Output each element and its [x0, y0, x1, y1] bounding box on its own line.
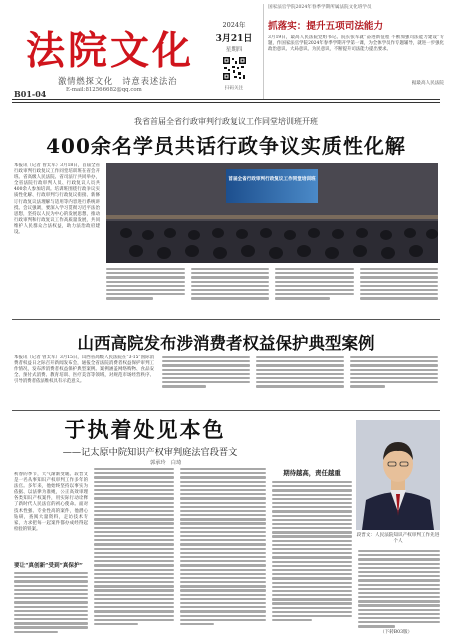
brief-title: 抓落实：提升五项司法能力 — [268, 21, 384, 32]
story3-subhead: ——记太原中院知识产权审判庭法官段晋文 — [62, 447, 238, 458]
story1-headline: 400余名学员共话行政争议实质性化解 — [46, 134, 406, 158]
portrait-photo — [356, 420, 440, 530]
story3-text: 初春的季节，天气渐渐变暖。段晋文是一名从事知识产权审判工作多年的法官。多年来，他始终坚持以事实为依据、以法律为准绳，公正高效审理各类知识产权案件，用实际行动诠释了新时代人民法官的初心使命。面对技术性强、专业性高的案件，他潜心钻研，查阅大量资料，走访技术专家，力求把每一起案件都办成经得起检验的铁案。 — [14, 472, 88, 532]
story3-col4-lines — [272, 481, 352, 621]
story3-col3-lines — [180, 468, 266, 625]
masthead — [0, 0, 262, 98]
story3-continued: （下转B03版） — [380, 630, 413, 635]
story3-col2-lines — [94, 468, 174, 625]
page-code: B01-04 — [14, 89, 47, 99]
masthead-email: E-mail:812566682@qq.com — [66, 87, 142, 93]
portrait-caption: 段晋文：人民法院知识产权审判工作先进个人 — [356, 533, 440, 544]
masthead-slogan: 激情燃探文化 诗意表述法治 — [58, 76, 178, 86]
date-year: 2024年 — [222, 21, 246, 29]
story2-text: 本报讯（记者 曾太军）3月15日，山西省高级人民法院在“3·15”国际消费者权益日之际召开新闻发布会，通报全省法院消费者权益保护审判工作情况，发布涉消费者权益保护典型案例。案例涵盖网络购物、食品安全、预付式消费、教育培训、医疗美容等领域，对规范市场经营秩序、引导消费者依法维权具有示范意义。 — [14, 355, 154, 385]
story3-col5-lines — [358, 550, 440, 628]
story1-photo-banner: 首届全省行政审判行政复议工作同堂培训班 — [228, 177, 316, 182]
story1-text: 本报讯（记者 曾太军）3月18日，首届全省行政审判行政复议工作同堂培训班在省会开班。省高级人民法院、省司法厅共同举办，全省法院行政审判人员、行政复议人员共400余人参加培训。培训班围绕行政争议实质性化解、行政审判与行政复议衔接、新修订行政复议法理解与适用等内容进行系统讲授。会议强调，要深入学习贯彻习近平法治思想，坚持以人民为中心的发展思想，推动行政审判和行政复议工作高质量发展，共同维护人民群众合法权益，助力法治政府建设。 — [14, 163, 100, 236]
date-weekday: 星期四 — [225, 47, 243, 53]
story3-byline: 郭承玲 白琦 — [150, 460, 182, 466]
story1-kicker: 我省首届全省行政审判行政复议工作同堂培训班开班 — [134, 117, 318, 126]
story2-text-columns — [162, 356, 438, 402]
story3-col1-lines — [14, 572, 88, 633]
date-day: 3月21日 — [215, 34, 253, 44]
date-box — [210, 20, 258, 91]
story3-headline: 于执着处见本色 — [64, 417, 226, 442]
story3-subsection: 要让“真创新”受到“真保护” — [14, 563, 83, 569]
brief-top-note: 国家法官学院2024年春季学期所属法院文化班学员 — [268, 5, 372, 10]
brief-credit: 据最高人民法院 — [411, 81, 444, 86]
brief-text: 3月19日，最高人民法院党组书记、院长张军就“奋进新征程 不断加强司法能力建设”专题，作国家法官学院2024年春季学期开学第一课，为全体学员作专题辅导，就进一步强化政治意识、大局意识、为民意识，不断提升司法能力提出要求。 — [268, 35, 444, 53]
qr-caption: 扫码关注 — [224, 86, 244, 91]
story1-photo — [106, 163, 438, 263]
qr-code-icon — [222, 56, 247, 81]
brief-box — [268, 4, 444, 98]
story3-mid-title: 期待越高，责任越重 — [283, 469, 341, 477]
masthead-title: 法院文化 — [26, 28, 195, 74]
story2-headline: 山西高院发布涉消费者权益保护典型案例 — [77, 334, 375, 353]
story1-text-columns — [106, 268, 438, 314]
